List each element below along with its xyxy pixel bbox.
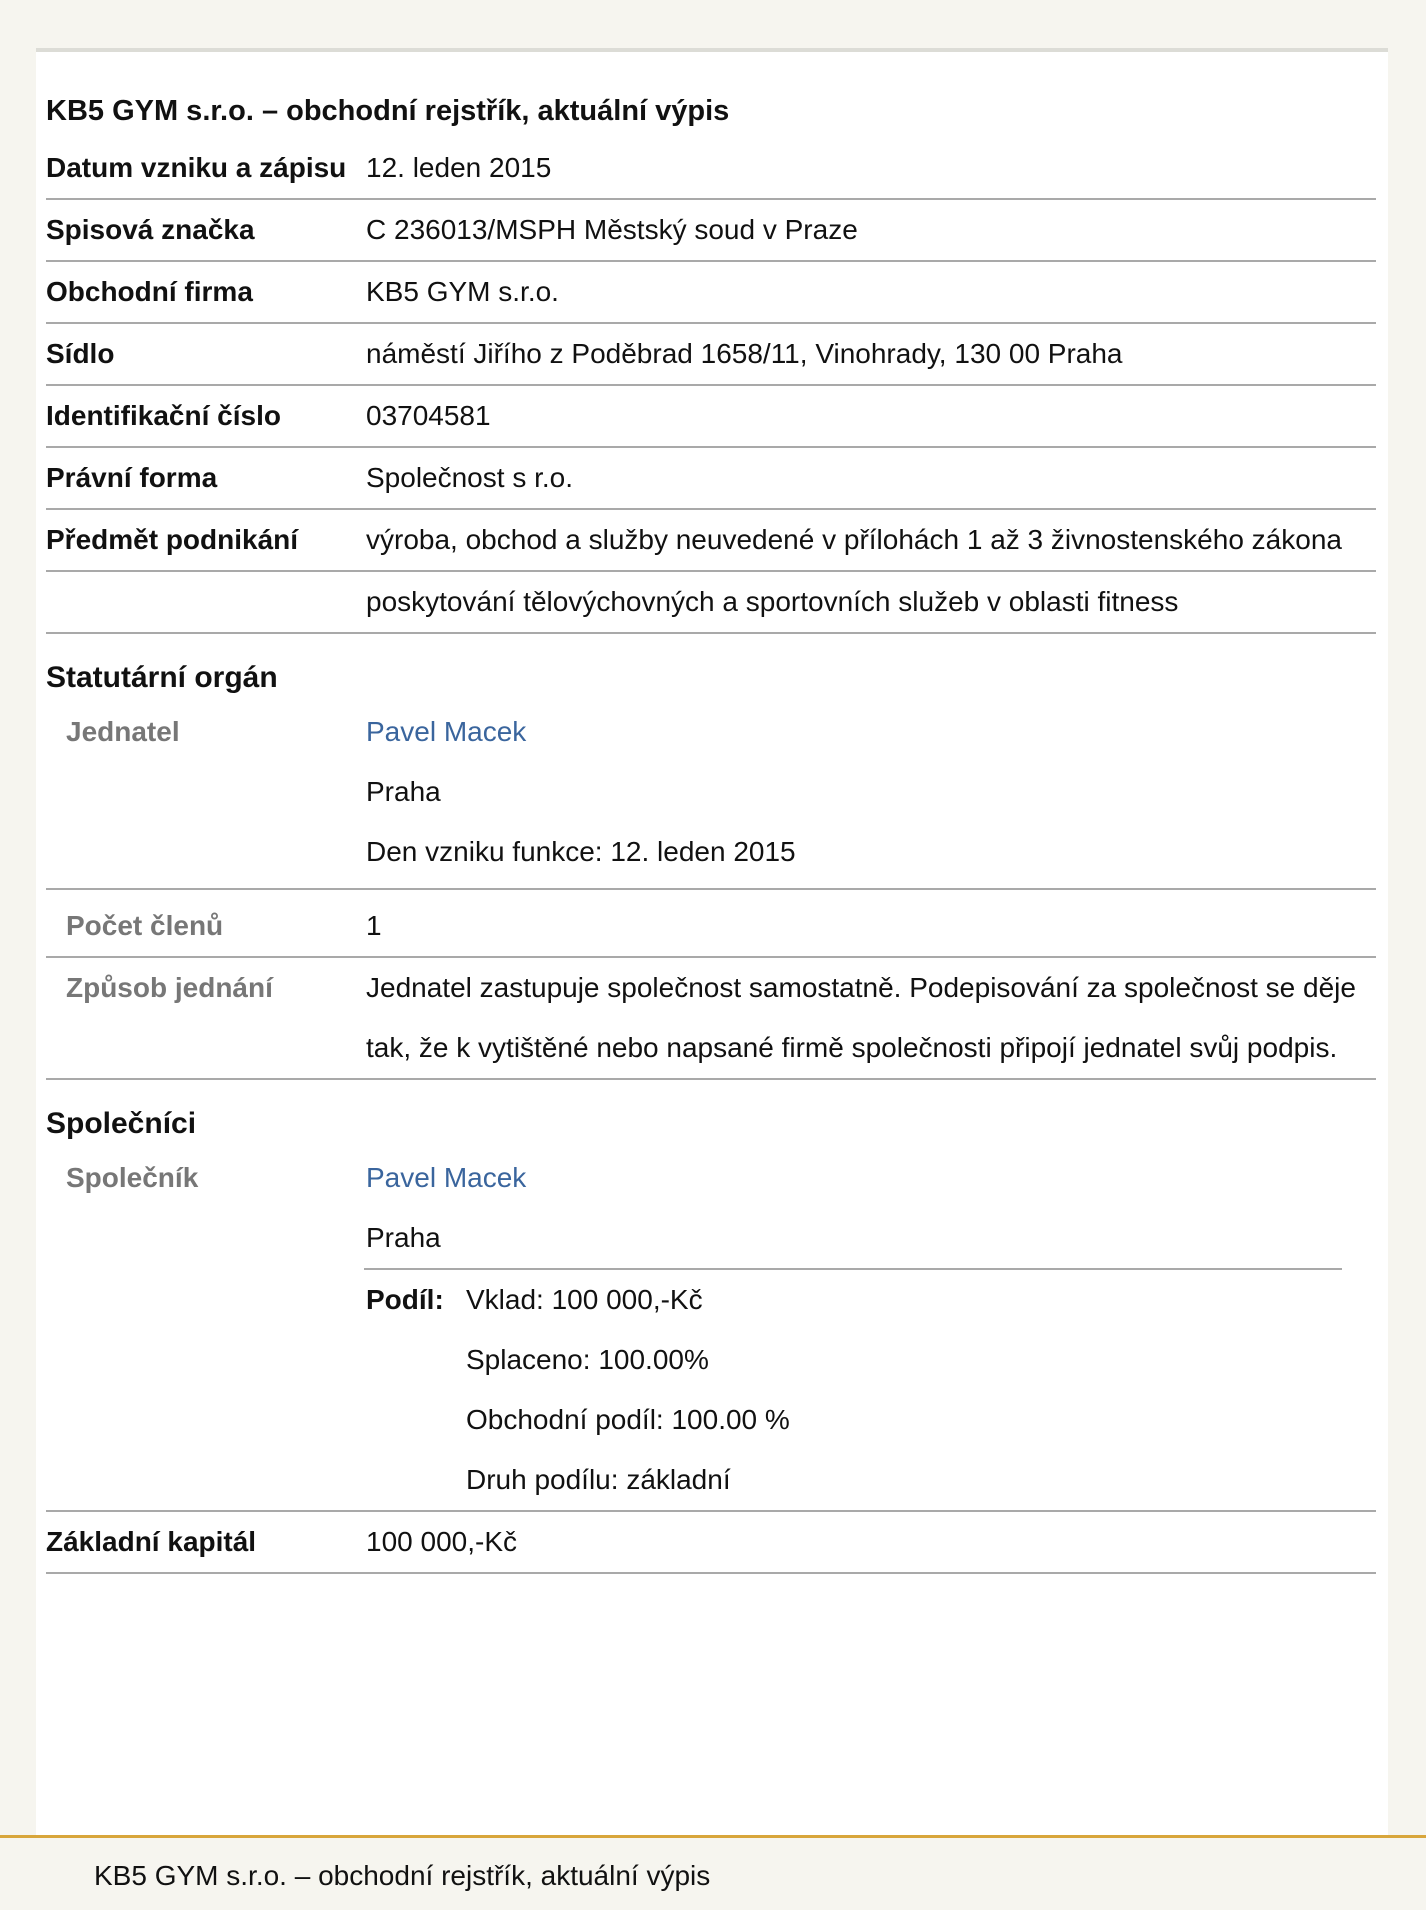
row-datum-vzniku (46, 138, 1376, 200)
jednatel-city: Praha (366, 776, 441, 807)
row-label: Počet členů (66, 910, 224, 941)
jednatel-since: Den vzniku funkce: 12. leden 2015 (366, 836, 796, 867)
share-block (366, 1270, 1362, 1510)
footer-title: KB5 GYM s.r.o. – obchodní rejstřík, aktuální výpis (94, 1860, 711, 1891)
footer-divider (0, 1835, 1426, 1838)
row-label: Identifikační číslo (46, 400, 281, 431)
jednatel-name-link[interactable]: Pavel Macek (366, 716, 527, 747)
row-label: Společník (66, 1162, 199, 1193)
partner-name-link[interactable]: Pavel Macek (366, 1162, 527, 1193)
section-heading-statutory: Statutární orgán (46, 661, 278, 694)
section-heading-partners: Společníci (46, 1107, 197, 1140)
row-zpusob-jednani (46, 958, 1376, 1080)
row-sidlo (46, 324, 1376, 386)
share-business: Obchodní podíl: 100.00 % (466, 1404, 790, 1435)
row-label: Spisová značka (46, 214, 255, 245)
row-value: poskytování tělovýchovných a sportovních služeb v oblasti fitness (366, 586, 1179, 617)
jednatel-details (366, 702, 1376, 888)
row-label: Sídlo (46, 338, 115, 369)
row-value: 100 000,-Kč (366, 1526, 517, 1557)
row-pocet-clenu (46, 890, 1376, 958)
row-value: náměstí Jiřího z Poděbrad 1658/11, Vinohrady, 130 00 Praha (366, 338, 1123, 369)
row-value: výroba, obchod a služby neuvedené v přílohách 1 až 3 živnostenského zákona (366, 524, 1342, 555)
partner-city: Praha (366, 1222, 441, 1253)
register-extract-panel (36, 52, 1388, 1835)
row-identifikacni-cislo (46, 386, 1376, 448)
row-predmet-podnikani (46, 510, 1376, 572)
row-label: Datum vzniku a zápisu (46, 152, 347, 183)
document-title: KB5 GYM s.r.o. – obchodní rejstřík, aktuální výpis (46, 95, 730, 127)
row-obchodni-firma (46, 262, 1376, 324)
share-paid: Splaceno: 100.00% (466, 1344, 709, 1375)
row-spolecnik (46, 1148, 1376, 1512)
row-label: Předmět podnikání (46, 524, 299, 555)
row-label: Právní forma (46, 462, 218, 493)
row-spisova-znacka (46, 200, 1376, 262)
register-extract-content (46, 92, 1376, 1574)
row-label (46, 572, 366, 632)
row-value: Jednatel zastupuje společnost samostatně. Podepisování za společnost se děje tak, že k vytištěné nebo napsané firmě společnosti připojí jednatel svůj podpis. (366, 972, 1356, 1063)
row-label: Základní kapitál (46, 1526, 257, 1557)
share-values (466, 1270, 790, 1510)
share-label: Podíl: (366, 1284, 444, 1315)
row-value: 03704581 (366, 400, 491, 431)
row-value: 12. leden 2015 (366, 152, 552, 183)
share-type: Druh podílu: základní (466, 1464, 731, 1495)
row-pravni-forma (46, 448, 1376, 510)
share-deposit: Vklad: 100 000,-Kč (466, 1284, 703, 1315)
row-label: Jednatel (66, 716, 180, 747)
row-value: 1 (366, 910, 382, 941)
row-jednatel (46, 702, 1376, 890)
row-label: Obchodní firma (46, 276, 253, 307)
partner-details (366, 1148, 1376, 1510)
row-value: C 236013/MSPH Městský soud v Praze (366, 214, 858, 245)
row-value: Společnost s r.o. (366, 462, 574, 493)
row-predmet-podnikani-2 (46, 572, 1376, 634)
row-label: Způsob jednání (66, 972, 273, 1003)
row-zakladni-kapital (46, 1512, 1376, 1574)
row-value: KB5 GYM s.r.o. (366, 276, 559, 307)
